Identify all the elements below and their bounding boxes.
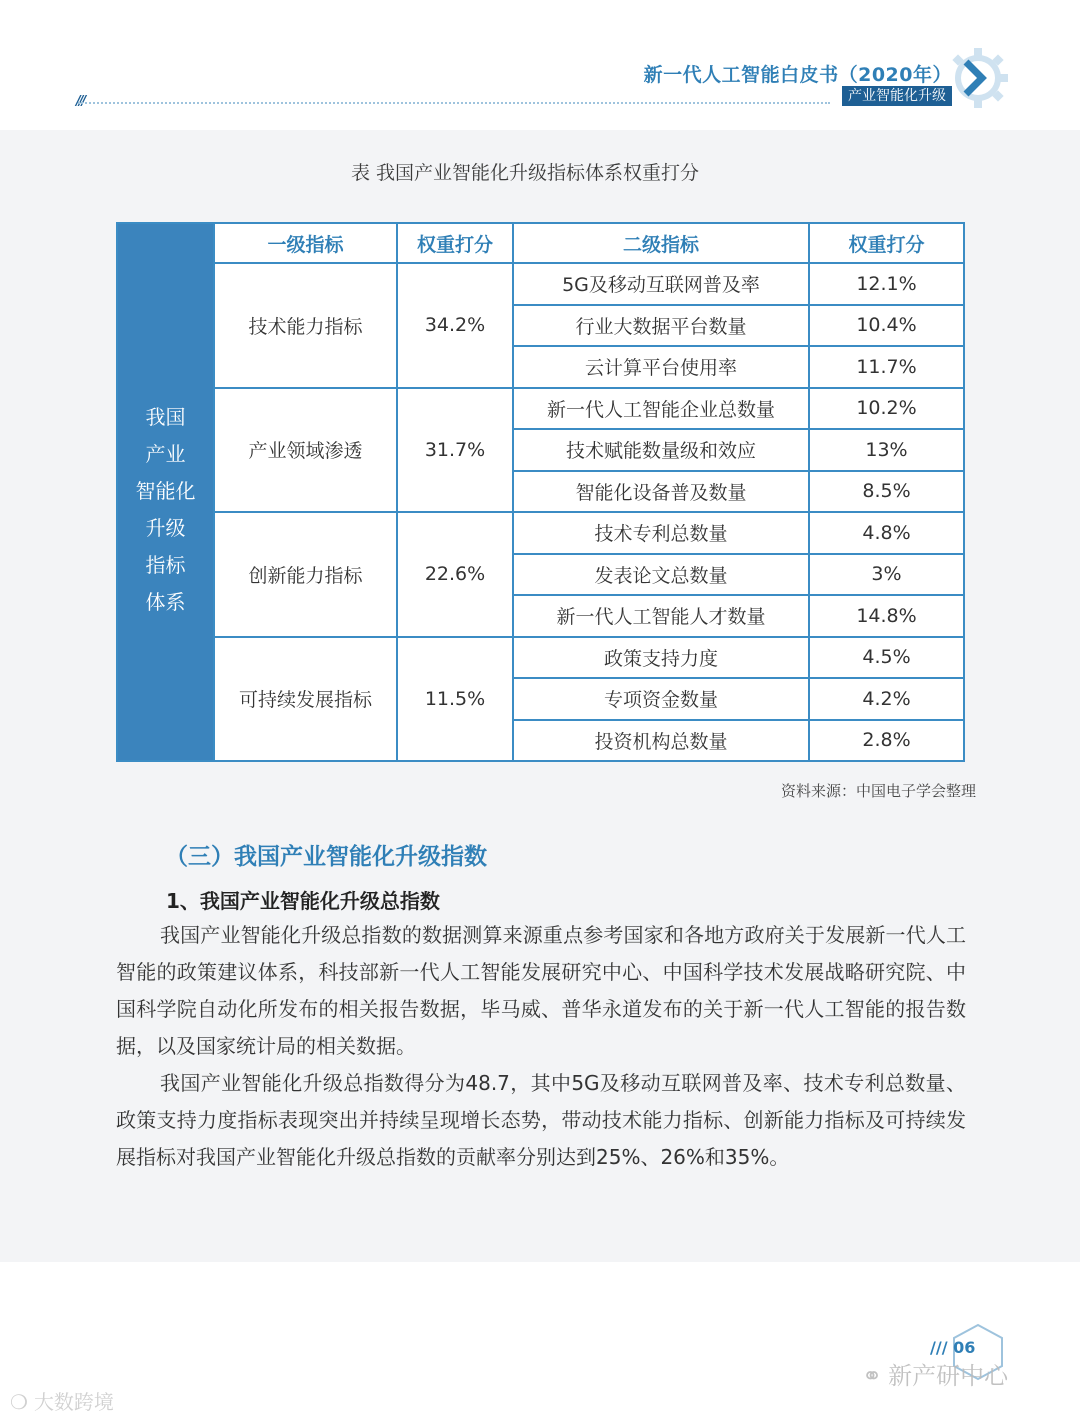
table-side-label <box>117 223 214 761</box>
section-title: （三）我国产业智能化升级指数 <box>165 844 487 870</box>
level2-name: 行业大数据平台数量 <box>513 305 809 347</box>
level2-name: 5G及移动互联网普及率 <box>513 263 809 305</box>
index-weight-table <box>116 222 965 762</box>
header-level2: 二级指标 <box>513 223 809 263</box>
side-label-line: 智能化 <box>135 479 196 503</box>
body-paragraph: 我国产业智能化升级总指数得分为48.7，其中5G及移动互联网普及率、技术专利总数量、政策支持力度指标表现突出并持续呈现增长态势，带动技术能力指标、创新能力指标及可持续发展指标对我国产业智能化升级总指数的贡献率分别达到25%、26%和35%。 <box>116 1071 966 1169</box>
table-row <box>117 512 964 554</box>
section-subtitle: 1、我国产业智能化升级总指数 <box>166 889 440 913</box>
watermark-right-text: 新产研中心 <box>888 1362 1009 1390</box>
level1-name: 创新能力指标 <box>214 512 397 637</box>
side-label-line: 指标 <box>145 553 186 577</box>
level2-name: 政策支持力度 <box>513 637 809 679</box>
level1-weight: 22.6% <box>397 512 513 637</box>
page-number-value: 06 <box>953 1338 976 1357</box>
table-caption: 表 我国产业智能化升级指标体系权重打分 <box>350 162 700 184</box>
level2-name: 专项资金数量 <box>513 678 809 720</box>
level2-weight: 4.5% <box>809 637 964 679</box>
level1-name: 产业领域渗透 <box>214 388 397 513</box>
watermark-left-text: 大数跨境 <box>33 1390 114 1414</box>
header-weight1: 权重打分 <box>397 223 513 263</box>
level1-weight: 11.5% <box>397 637 513 762</box>
watermark-right <box>862 1356 1008 1391</box>
level2-name: 云计算平台使用率 <box>513 346 809 388</box>
table-row <box>117 637 964 679</box>
level2-weight: 10.4% <box>809 305 964 347</box>
side-label-line: 升级 <box>145 516 186 540</box>
header-slash-mark: /// <box>76 94 85 109</box>
header-weight2: 权重打分 <box>809 223 964 263</box>
level2-name: 新一代人工智能人才数量 <box>513 595 809 637</box>
level1-weight: 31.7% <box>397 388 513 513</box>
level2-weight: 13% <box>809 429 964 471</box>
level2-weight: 3% <box>809 554 964 596</box>
level2-weight: 2.8% <box>809 720 964 762</box>
body-paragraph: 我国产业智能化升级总指数的数据测算来源重点参考国家和各地方政府关于发展新一代人工智能的政策建议体系，科技部新一代人工智能发展研究中心、中国科学技术发展战略研究院、中国科学院自动化所发布的相关报告数据，毕马威、普华永道发布的关于新一代人工智能的报告数据，以及国家统计局的相关数据。 <box>116 923 966 1058</box>
level2-weight: 14.8% <box>809 595 964 637</box>
side-label-line: 我国 <box>145 405 186 429</box>
index-table-wrapper <box>116 222 965 762</box>
level1-name: 技术能力指标 <box>214 263 397 388</box>
side-label-line: 体系 <box>145 590 186 614</box>
table-header-row <box>117 223 964 263</box>
level2-name: 技术赋能数量级和效应 <box>513 429 809 471</box>
level1-name: 可持续发展指标 <box>214 637 397 762</box>
header-title: 新一代人工智能白皮书（2020年） <box>643 64 952 86</box>
level2-name: 发表论文总数量 <box>513 554 809 596</box>
table-row <box>117 388 964 430</box>
wechat-icon: ⚭ <box>862 1362 883 1390</box>
level1-weight: 34.2% <box>397 263 513 388</box>
level2-name: 技术专利总数量 <box>513 512 809 554</box>
level2-weight: 8.5% <box>809 471 964 513</box>
table-row <box>117 263 964 305</box>
table-source-note: 资料来源：中国电子学会整理 <box>780 782 976 800</box>
watermark-left <box>10 1386 114 1415</box>
page-header <box>0 0 1080 130</box>
level2-name: 投资机构总数量 <box>513 720 809 762</box>
level2-weight: 10.2% <box>809 388 964 430</box>
level2-weight: 11.7% <box>809 346 964 388</box>
gear-icon <box>938 44 1008 114</box>
level2-weight: 4.8% <box>809 512 964 554</box>
footer-slash-mark: /// <box>930 1338 948 1357</box>
level2-weight: 12.1% <box>809 263 964 305</box>
level2-name: 智能化设备普及数量 <box>513 471 809 513</box>
logo-icon: ❍ <box>10 1390 28 1414</box>
header-subtitle: 产业智能化升级 <box>842 86 952 106</box>
level2-name: 新一代人工智能企业总数量 <box>513 388 809 430</box>
page-number <box>930 1338 975 1357</box>
header-dotted-line <box>78 102 830 104</box>
level2-weight: 4.2% <box>809 678 964 720</box>
side-label-line: 产业 <box>145 442 186 466</box>
page-content <box>0 130 1080 1262</box>
header-level1: 一级指标 <box>214 223 397 263</box>
